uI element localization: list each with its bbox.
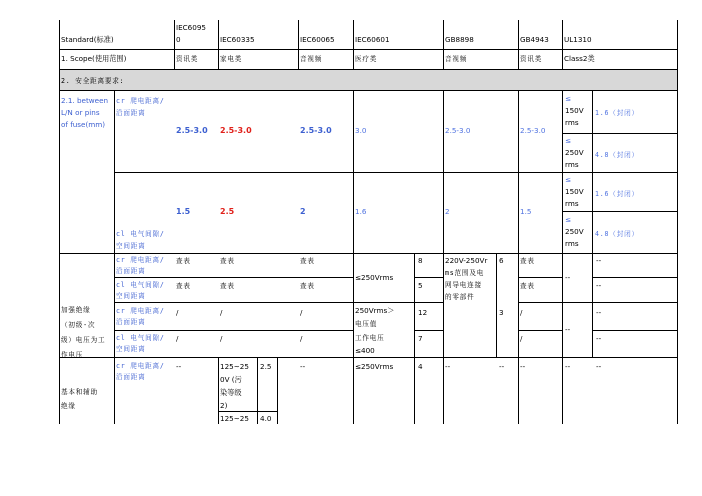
- rule: [114, 330, 353, 331]
- rf2-iec60950: 查表: [176, 282, 191, 290]
- rule: [677, 20, 678, 424]
- rule: [518, 20, 519, 69]
- basic-range1-line3: 染等级: [220, 388, 242, 397]
- rf4-iec60065: /: [300, 334, 303, 343]
- rf1-iec60335: 查表: [220, 257, 235, 265]
- rule: [518, 277, 562, 278]
- rf1-ul-right: --: [596, 256, 602, 265]
- section2-label: 2. 安全距离要求:: [61, 77, 125, 85]
- rf3-iec60950: /: [176, 308, 179, 317]
- rule: [562, 133, 677, 134]
- basic-range1: 125~25: [220, 362, 249, 371]
- header-iec60601: IEC60601: [355, 35, 390, 44]
- basic-gb8898-b: --: [499, 362, 505, 371]
- ul-cr-150-v: 150V: [565, 106, 584, 115]
- header-iec60065: IEC60065: [300, 35, 335, 44]
- rf4-ul-right: --: [596, 334, 602, 343]
- rf3-iec60335: /: [220, 308, 223, 317]
- row21-cr-iec60601: 3.0: [355, 126, 367, 135]
- rule: [218, 357, 219, 424]
- section-header-band: [59, 69, 677, 90]
- rf-ul-dash-top: --: [565, 273, 571, 282]
- basic-cr-label: cr 爬电距离/: [116, 362, 165, 370]
- rule: [592, 253, 593, 357]
- rule: [518, 330, 562, 331]
- basic-range1-line4: 2): [220, 401, 228, 410]
- basic-label: 基本和辅助: [61, 388, 98, 396]
- reinforced-label-line4: 作电压: [61, 351, 84, 359]
- rf-iec60601-400-line4: ≤400: [355, 346, 375, 355]
- rf4-gb4943: /: [520, 334, 523, 343]
- scope-iec60065: 音视频: [300, 55, 323, 63]
- rule: [562, 20, 563, 69]
- reinforced-label: 加强绝缘: [61, 306, 91, 314]
- rule: [59, 90, 677, 91]
- rule: [59, 69, 677, 70]
- basic-n4: 4: [418, 362, 423, 371]
- scope-gb8898: 音视频: [445, 55, 468, 63]
- ul-cl-150-v: 150V: [565, 187, 584, 196]
- gb8898-desc-line3: 网导电连接: [445, 281, 482, 289]
- rf-iec60601-400: 250Vrms＞: [355, 306, 395, 315]
- rf3-gb4943: /: [520, 308, 523, 317]
- scope-gb4943: 资讯类: [520, 55, 543, 63]
- rf2-iec60065: 查表: [300, 282, 315, 290]
- rf2-n5: 5: [418, 281, 423, 290]
- basic-label-line2: 绝缘: [61, 402, 76, 410]
- gb8898-desc-line2: ms范围及电: [445, 269, 485, 277]
- reinforced-label-line3: 级）电压为工: [61, 336, 106, 344]
- rf-n3: 3: [499, 308, 504, 317]
- rf2-gb4943: 查表: [520, 282, 535, 290]
- rule: [518, 302, 677, 303]
- row21-cl-iec60065: 2: [300, 207, 306, 216]
- basic-gb8898: --: [445, 362, 451, 371]
- row21-cl-label: cl 电气间隙/: [116, 230, 165, 238]
- basic-ul-right: --: [596, 362, 602, 371]
- rule: [114, 277, 353, 278]
- header-ul1310: UL1310: [564, 35, 592, 44]
- row21-cl-gb4943: 1.5: [520, 207, 532, 216]
- reinforced-label-line2: （初级-次: [61, 321, 96, 329]
- ul-cl-250-value: 4.8（封闭）: [595, 230, 639, 238]
- ul-cl-250-rms: rms: [565, 239, 579, 248]
- rf3-cr-label-line2: 沿面距离: [116, 318, 146, 326]
- rule: [59, 20, 60, 424]
- row21-cr-iec60335: 2.5-3.0: [220, 126, 252, 135]
- rf-iec60601-250: ≤250Vrms: [355, 273, 394, 282]
- rf2-ul-right: --: [596, 281, 602, 290]
- basic-range2: 125~25: [220, 414, 249, 423]
- rule: [592, 277, 677, 278]
- basic-iec60065: --: [300, 362, 306, 371]
- header-iec60950: IEC6095: [176, 23, 206, 32]
- rule: [59, 49, 677, 50]
- ul-cr-250-le: ≤: [565, 136, 572, 145]
- rule: [562, 211, 677, 212]
- row21-label-line2: L/N or pins: [61, 108, 100, 117]
- ul-cl-150-rms: rms: [565, 199, 579, 208]
- rule: [414, 330, 443, 331]
- rf3-n12: 12: [418, 308, 428, 317]
- rf-n6: 6: [499, 256, 504, 265]
- rf2-cl-label: cl 电气间隙/: [116, 281, 165, 289]
- header-gb8898: GB8898: [445, 35, 474, 44]
- rf-ul-dash-bottom: --: [565, 325, 571, 334]
- rule: [114, 302, 443, 303]
- ul-cl-150-value: 1.6（封闭）: [595, 190, 639, 198]
- ul-cr-150-value: 1.6（封闭）: [595, 109, 639, 117]
- gb8898-desc-line4: 的零部件: [445, 293, 475, 301]
- rf1-iec60065: 查表: [300, 257, 315, 265]
- rule: [443, 90, 444, 424]
- ul-cr-250-rms: rms: [565, 160, 579, 169]
- ul-cr-150-le: ≤: [565, 94, 572, 103]
- rule: [414, 253, 415, 357]
- header-iec60950-cont: 0: [176, 35, 181, 44]
- rule: [518, 90, 519, 424]
- row21-cl-iec60601: 1.6: [355, 207, 367, 216]
- rf1-cr-label-line2: 沿面距离: [116, 267, 146, 275]
- rf4-iec60950: /: [176, 334, 179, 343]
- row21-cl-iec60950: 1.5: [176, 207, 191, 216]
- header-standard: Standard(标准): [61, 35, 114, 44]
- rf4-n7: 7: [418, 334, 423, 343]
- rule: [562, 90, 563, 424]
- scope-iec60950: 资讯类: [176, 55, 199, 63]
- row21-cr-gb4943: 2.5-3.0: [520, 126, 546, 135]
- row21-cl-label-line2: 空间距离: [116, 242, 146, 250]
- basic-cr-label-line2: 沿面距离: [116, 373, 146, 381]
- rf3-cr-label: cr 爬电距离/: [116, 307, 165, 315]
- ul-cl-150-le: ≤: [565, 175, 572, 184]
- gb8898-desc: 220V-250Vr: [445, 256, 488, 265]
- scope-label: 1. Scope(使用范围): [61, 54, 127, 63]
- rule: [353, 90, 354, 424]
- rule: [277, 357, 278, 424]
- rule: [218, 20, 219, 69]
- row21-cl-iec60335: 2.5: [220, 207, 235, 216]
- rf-iec60601-400-line2: 电压值: [355, 320, 378, 328]
- rf4-cl-label: cl 电气间隙/: [116, 334, 165, 342]
- row21-cr-gb8898: 2.5-3.0: [445, 126, 471, 135]
- rf1-gb4943: 查表: [520, 257, 535, 265]
- rf-iec60601-400-line3: 工作电压: [355, 334, 385, 342]
- ul-cr-150-rms: rms: [565, 118, 579, 127]
- rf4-iec60335: /: [220, 334, 223, 343]
- rf2-iec60335: 查表: [220, 282, 235, 290]
- row21-cr-label-line2: 沿面距离: [116, 109, 146, 117]
- rf3-iec60065: /: [300, 308, 303, 317]
- ul-cr-250-v: 250V: [565, 148, 584, 157]
- row21-label: 2.1. between: [61, 96, 109, 105]
- rf1-cr-label: cr 爬电距离/: [116, 256, 165, 264]
- ul-cl-250-le: ≤: [565, 215, 572, 224]
- row21-cr-iec60065: 2.5-3.0: [300, 126, 332, 135]
- rf3-ul-right: --: [596, 308, 602, 317]
- rule: [414, 277, 443, 278]
- ul-cl-250-v: 250V: [565, 227, 584, 236]
- rule: [592, 330, 677, 331]
- basic-iec60601: ≤250Vrms: [355, 362, 394, 371]
- scope-iec60601: 医疗类: [355, 55, 378, 63]
- scope-ul1310: Class2类: [564, 54, 595, 63]
- basic-gb4943: --: [520, 362, 526, 371]
- rule: [298, 20, 299, 69]
- basic-iec60950: --: [176, 362, 182, 371]
- rule: [114, 90, 115, 424]
- rule: [496, 253, 497, 357]
- rf1-n8: 8: [418, 256, 423, 265]
- rf2-cl-label-line2: 空间距离: [116, 292, 146, 300]
- scope-iec60335: 家电类: [220, 55, 243, 63]
- basic-value1: 2.5: [260, 362, 272, 371]
- rule: [414, 357, 415, 424]
- rule: [174, 20, 175, 69]
- rule: [353, 20, 354, 69]
- basic-value2: 4.0: [260, 414, 272, 423]
- row21-label-line3: of fuse(mm): [61, 120, 106, 129]
- rule: [443, 20, 444, 69]
- header-gb4943: GB4943: [520, 35, 549, 44]
- header-iec60335: IEC60335: [220, 35, 255, 44]
- rf1-iec60950: 查表: [176, 257, 191, 265]
- rule: [592, 90, 593, 253]
- rf4-cl-label-line2: 空间距离: [116, 345, 146, 353]
- rule: [257, 357, 258, 424]
- row21-cr-label: cr 爬电距离/: [116, 97, 165, 105]
- basic-ul: --: [565, 362, 571, 371]
- row21-cl-gb8898: 2: [445, 207, 450, 216]
- basic-range1-line2: 0V (污: [220, 375, 242, 384]
- rule: [59, 357, 677, 358]
- row21-cr-iec60950: 2.5-3.0: [176, 126, 208, 135]
- ul-cr-250-value: 4.8（封闭）: [595, 151, 639, 159]
